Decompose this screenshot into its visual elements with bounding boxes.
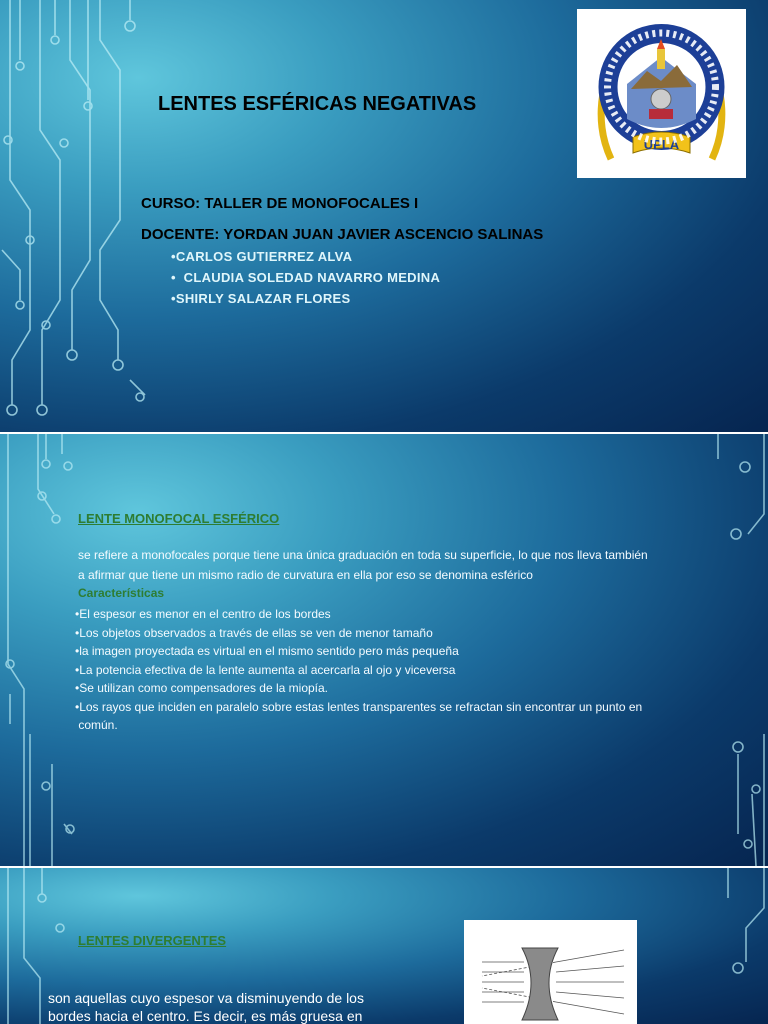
upla-seal-icon (577, 9, 746, 178)
slide-title (0, 0, 768, 432)
student-name: • CLAUDIA SOLEDAD NAVARRO MEDINA (171, 270, 441, 285)
paragraph-line: a afirmar que tiene un mismo radio de curvatura en ella por eso se denomina esférico (78, 568, 533, 582)
section-heading[interactable]: LENTES DIVERGENTES (78, 933, 227, 948)
characteristics-list (75, 605, 695, 735)
definition-paragraph (78, 545, 698, 585)
list-item: •la imagen proyectada es virtual en el mismo sentido pero más pequeña (75, 644, 459, 658)
slide-title-text: LENTES ESFÉRICAS NEGATIVAS (158, 93, 477, 115)
university-logo (577, 9, 746, 178)
student-name: •SHIRLY SALAZAR FLORES (171, 291, 351, 306)
list-item: •El espesor es menor en el centro de los bordes (75, 607, 331, 621)
list-item: común. (75, 718, 118, 732)
paragraph-line: bordes hacia el centro. Es decir, es más gruesa en (48, 1008, 363, 1024)
student-name: •CARLOS GUTIERREZ ALVA (171, 249, 353, 264)
circuit-decoration-right (698, 434, 768, 866)
characteristics-label: Características (78, 586, 165, 600)
slide-divergentes (0, 868, 768, 1024)
svg-text:UPLA: UPLA (643, 137, 680, 152)
lens-rays-icon (464, 920, 637, 1024)
course-label: CURSO: TALLER DE MONOFOCALES I (141, 195, 419, 212)
list-item: •Se utilizan como compensadores de la miopía. (75, 681, 329, 695)
list-item: •Los objetos observados a través de ellas se ven de menor tamaño (75, 625, 433, 640)
paragraph-line: son aquellas cuyo espesor va disminuyendo de los (48, 990, 364, 1006)
slide-monofocal (0, 434, 768, 866)
section-heading[interactable]: LENTE MONOFOCAL ESFÉRICO (78, 511, 280, 526)
list-item: •La potencia efectiva de la lente aumenta al acercarla al ojo y viceversa (75, 662, 456, 677)
paragraph-line: se refiere a monofocales porque tiene una única graduación en toda su superficie, lo que nos lleva también (78, 548, 648, 562)
circuit-decoration (0, 0, 150, 432)
divergent-lens-diagram (464, 920, 637, 1024)
definition-paragraph (48, 989, 388, 1024)
teacher-label: DOCENTE: YORDAN JUAN JAVIER ASCENCIO SALINAS (141, 226, 544, 243)
circuit-decoration-right (698, 868, 768, 1024)
list-item: •Los rayos que inciden en paralelo sobre estas lentes transparentes se refractan sin encontrar un punto en (75, 699, 643, 714)
